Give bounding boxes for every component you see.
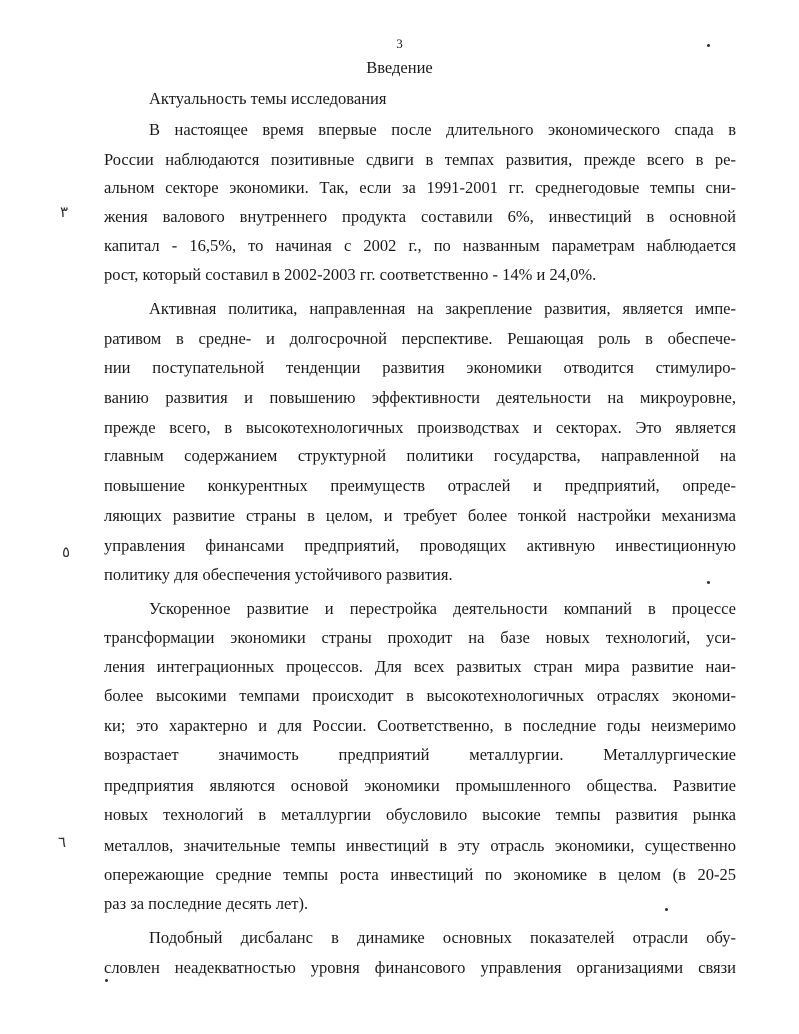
scan-speck <box>707 44 710 47</box>
text-line: повышение конкурентных преимуществ отраслей и предприятий, опреде- <box>104 476 736 495</box>
text-line: капитал - 16,5%, то начиная с 2002 г., по названным параметрам наблюдается <box>104 236 736 255</box>
text-line: России наблюдаются позитивные сдвиги в темпах развития, прежде всего в ре- <box>104 150 736 169</box>
text-line: ванию развития и повышению эффективности деятельности на микроуровне, <box>104 388 736 407</box>
scan-speck <box>707 581 710 584</box>
text-line: политику для обеспечения устойчивого развития. <box>104 565 453 584</box>
text-line: нии поступательной тенденции развития экономики отводится стимулиро- <box>104 358 736 377</box>
text-line: альном секторе экономики. Так, если за 1991-2001 гг. среднегодовые темпы сни- <box>104 178 736 197</box>
text-line: раз за последние десять лет). <box>104 894 309 913</box>
text-line: ративом в средне- и долгосрочной перспективе. Решающая роль в обеспече- <box>104 329 736 348</box>
text-line: ки; это характерно и для России. Соответственно, в последние годы неизмеримо <box>104 716 736 735</box>
page-number: 3 <box>396 36 403 51</box>
text-line: Подобный дисбаланс в динамике основных показателей отрасли обу- <box>149 928 736 947</box>
text-line: главным содержанием структурной политики государства, направленной на <box>104 446 736 465</box>
text-line: Ускоренное развитие и перестройка деятельности компаний в процессе <box>149 599 736 618</box>
text-line: прежде всего, в высокотехнологичных производствах и секторах. Это является <box>104 418 736 437</box>
text-line: управления финансами предприятий, проводящих активную инвестиционную <box>104 536 736 555</box>
text-line: Активная политика, направленная на закрепление развития, является импе- <box>149 299 736 318</box>
text-line: более высокими темпами происходит в высокотехнологичных отраслях экономи- <box>104 686 736 705</box>
margin-mark: ٣ <box>60 205 69 221</box>
text-line: ляющих развитие страны в целом, и требует более тонкой настройки механизма <box>104 506 736 525</box>
text-line: металлов, значительные темпы инвестиций в эту отрасль экономики, существенно <box>104 836 736 855</box>
text-line: рост, который составил в 2002-2003 гг. соответственно - 14% и 24,0%. <box>104 265 597 284</box>
text-line: словлен неадекватностью уровня финансового управления организациями связи <box>104 958 736 977</box>
scan-speck <box>105 979 108 982</box>
scan-speck <box>665 908 668 911</box>
text-line: трансформации экономики страны проходит на базе новых технологий, уси- <box>104 628 736 647</box>
section-heading: Введение <box>366 58 433 77</box>
text-line: возрастает значимость предприятий металлургии. Металлургические <box>104 745 736 764</box>
margin-mark: ٥ <box>62 545 71 561</box>
text-line: жения валового внутреннего продукта составили 6%, инвестиций в основной <box>104 207 736 226</box>
text-line: новых технологий в металлургии обусловило высокие темпы развития рынка <box>104 805 736 824</box>
margin-mark: ٦ <box>58 835 67 851</box>
text-line: предприятия являются основой экономики промышленного общества. Развитие <box>104 776 736 795</box>
subsection-heading: Актуальность темы исследования <box>149 89 387 108</box>
text-line: ления интеграционных процессов. Для всех развитых стран мира развитие наи- <box>104 657 736 676</box>
text-line: опережающие средние темпы роста инвестиций по экономике в целом (в 20-25 <box>104 865 736 884</box>
text-line: В настоящее время впервые после длительного экономического спада в <box>149 120 736 139</box>
